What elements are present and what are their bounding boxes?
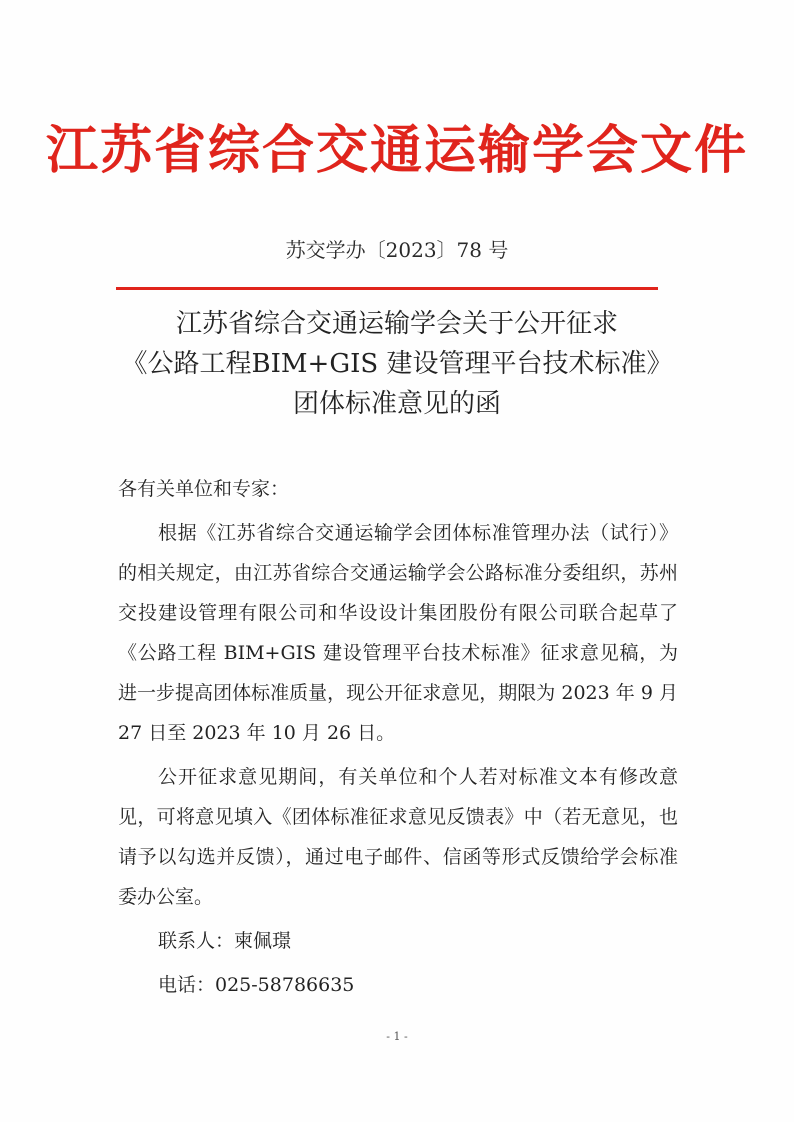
subject-line-1: 江苏省综合交通运输学会关于公开征求 — [175, 309, 618, 339]
header-red-divider — [116, 287, 658, 290]
subject-line-3: 团体标准意见的函 — [292, 389, 501, 419]
body-paragraph-1: 根据《江苏省综合交通运输学会团体标准管理办法（试行）》的相关规定，由江苏省综合交通运输学会公路标准分委组织，苏州交投建设管理有限公司和华设设计集团股份有限公司联合起草了《公路工程 BIM+GIS 建设管理平台技术标准》征求意见稿，为进一步提高团体标准质量，现公开征求意见，期限为 2023 年 9 月 27 日至 2023 年 10 月 26 日。 — [118, 522, 678, 744]
document-number: 苏交学办〔2023〕78 号 — [285, 238, 509, 262]
document-subject — [0, 304, 794, 424]
body-paragraph-2: 公开征求意见期间，有关单位和个人若对标准文本有修改意见，可将意见填入《团体标准征求意见反馈表》中（若无意见，也请予以勾选并反馈），通过电子邮件、信函等形式反馈给学会标准委办公室。 — [118, 766, 678, 908]
page-number: - 1 - — [386, 1030, 408, 1043]
contact-person: 联系人：柬佩璟 — [158, 930, 292, 952]
subject-line-2: 《公路工程BIM+GIS 建设管理平台技术标准》 — [121, 349, 673, 379]
document-body — [118, 469, 678, 1005]
contact-phone: 电话：025-58786635 — [158, 974, 355, 996]
salutation: 各有关单位和专家： — [118, 478, 290, 500]
document-header-title: 江苏省综合交通运输学会文件 — [45, 120, 748, 181]
